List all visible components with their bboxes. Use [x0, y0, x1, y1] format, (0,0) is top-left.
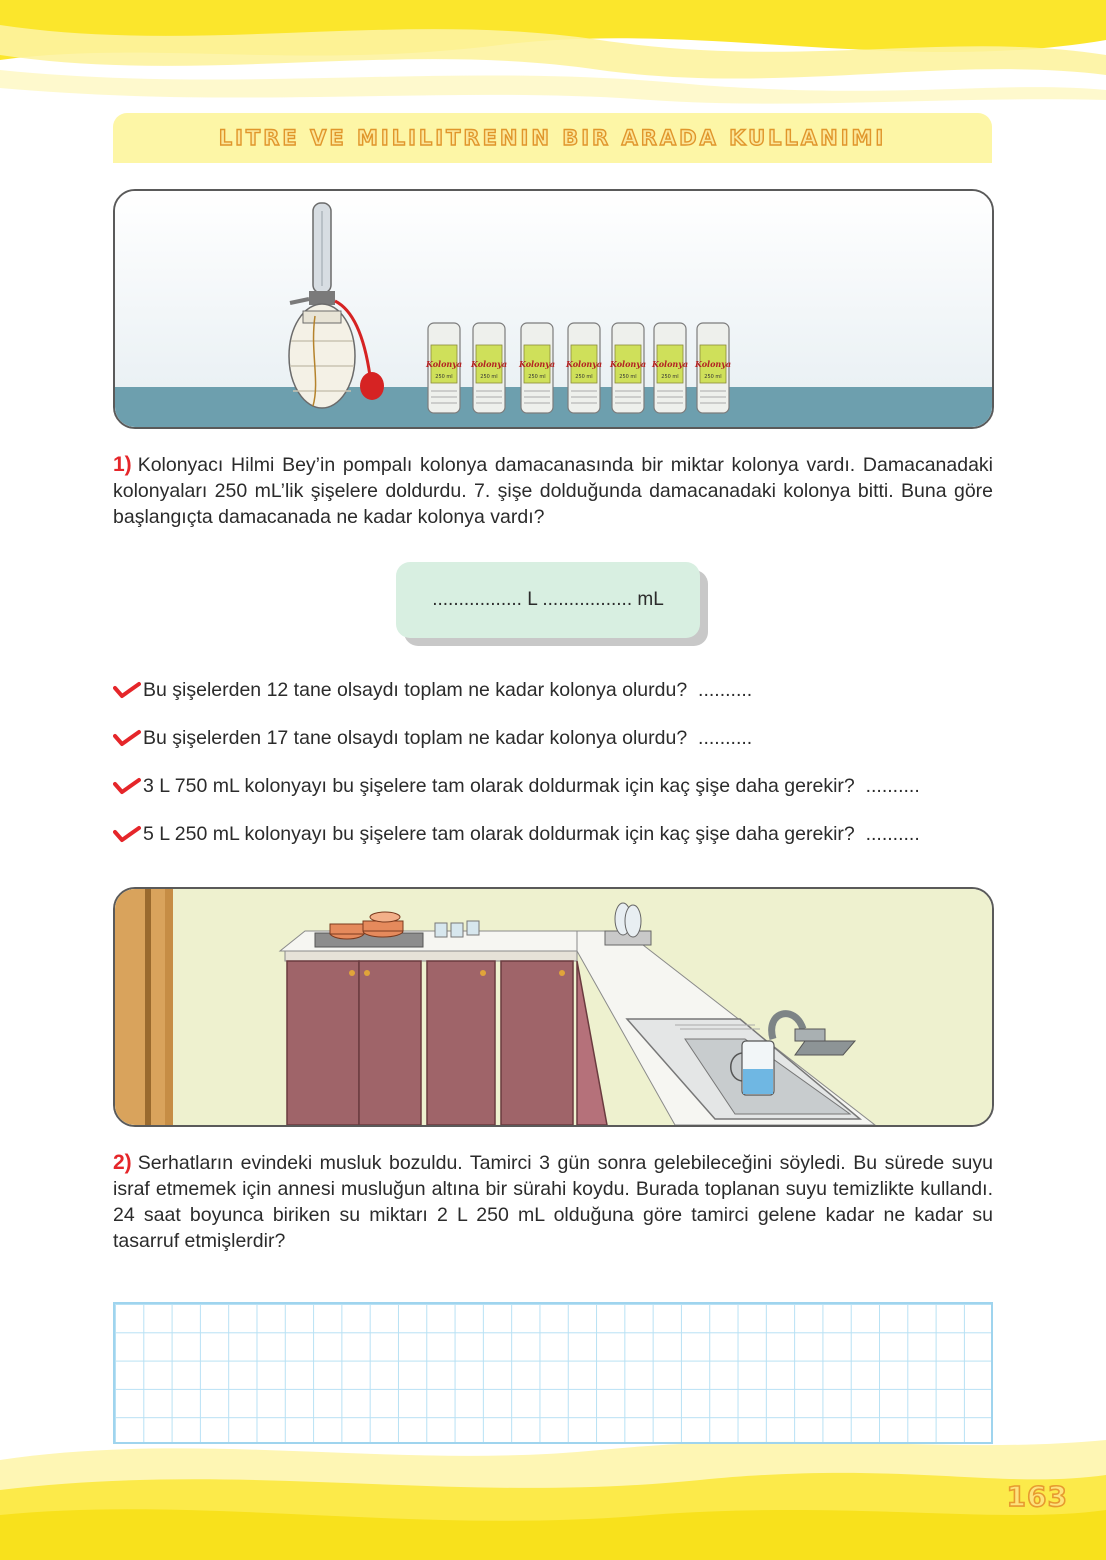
bottle [565, 323, 602, 413]
sub-question-text: 5 L 250 mL kolonyayı bu şişelere tam olarak doldurmak için kaç şişe daha gerekir? [143, 822, 855, 845]
answer-blank[interactable]: .......... [865, 822, 920, 845]
bottle [651, 323, 688, 413]
checkmark-icon [113, 728, 141, 748]
answer-blank[interactable]: .......... [698, 726, 753, 749]
question-1-number: 1) [113, 453, 132, 476]
bottle [470, 323, 507, 413]
bottle-label: Kolonya [609, 359, 647, 369]
question-2-number: 2) [113, 1151, 132, 1174]
sub-question [113, 820, 920, 848]
sub-question-text: Bu şişelerden 17 tane olsaydı toplam ne kadar kolonya olurdu? [143, 726, 688, 749]
bottle-volume: 250 ml [528, 374, 546, 380]
answer-grid[interactable] [113, 1302, 993, 1444]
checkmark-icon [113, 680, 141, 700]
answer-field[interactable] [396, 562, 700, 638]
bottle-label: Kolonya [518, 359, 556, 369]
question-2-text: Serhatların evindeki musluk bozuldu. Tamirci 3 gün sonra gelebileceğini söyledi. Bu sürede suyu israf etmemek için annesi musluğun altına bir sürahi koydu. Burada toplanan suyu temizlikte kullandı. 24 saat boyunca biriken su miktarı 2 L 250 mL olduğuna göre tamirci gelene kadar ne kadar su tasarruf etmişlerdir? [113, 1152, 993, 1252]
sub-question [113, 676, 752, 704]
bottle [609, 323, 646, 413]
section-title-bar [113, 113, 992, 163]
kitchen-illustration [113, 887, 994, 1127]
page-number: 163 [1006, 1480, 1068, 1513]
bottle-volume: 250 ml [480, 374, 498, 380]
bottle-volume: 250 ml [661, 374, 679, 380]
sub-question-text: Bu şişelerden 12 tane olsaydı toplam ne kadar kolonya olurdu? [143, 678, 688, 701]
bottle [518, 323, 555, 413]
bottle [425, 323, 462, 413]
bottle-volume: 250 ml [704, 374, 722, 380]
bottle-label: Kolonya [694, 359, 732, 369]
bottle-volume: 250 ml [575, 374, 593, 380]
bottle-volume: 250 ml [435, 374, 453, 380]
bottle-label: Kolonya [425, 359, 463, 369]
sub-question-text: 3 L 750 mL kolonyayı bu şişelere tam olarak doldurmak için kaç şişe daha gerekir? [143, 774, 855, 797]
bottle-label: Kolonya [565, 359, 603, 369]
bottle-label: Kolonya [651, 359, 689, 369]
section-title: LITRE VE MILILITRENIN BIR ARADA KULLANIMI [218, 126, 887, 150]
bottle-volume: 250 ml [619, 374, 637, 380]
answer-template: ................. L ................. mL [432, 589, 664, 610]
answer-box-q1 [396, 562, 708, 646]
sub-question [113, 772, 920, 800]
top-wave-decoration [0, 0, 1106, 110]
sub-question [113, 724, 752, 752]
cologne-illustration [113, 189, 994, 429]
checkmark-icon [113, 776, 141, 796]
question-2 [113, 1150, 993, 1254]
question-1-text: Kolonyacı Hilmi Bey’in pompalı kolonya damacanasında bir miktar kolonya vardı. Damacanadaki kolonyaları 250 mL’lik şişelere doldurdu. 7. şişe dolduğunda damacanadaki kolonya bitti. Buna göre başlangıçta damacanada ne kadar kolonya vardı? [113, 454, 993, 528]
answer-blank[interactable]: .......... [865, 774, 920, 797]
answer-blank[interactable]: .......... [698, 678, 753, 701]
bottle-label: Kolonya [470, 359, 508, 369]
checkmark-icon [113, 824, 141, 844]
question-1 [113, 452, 993, 530]
bottle [694, 323, 731, 413]
